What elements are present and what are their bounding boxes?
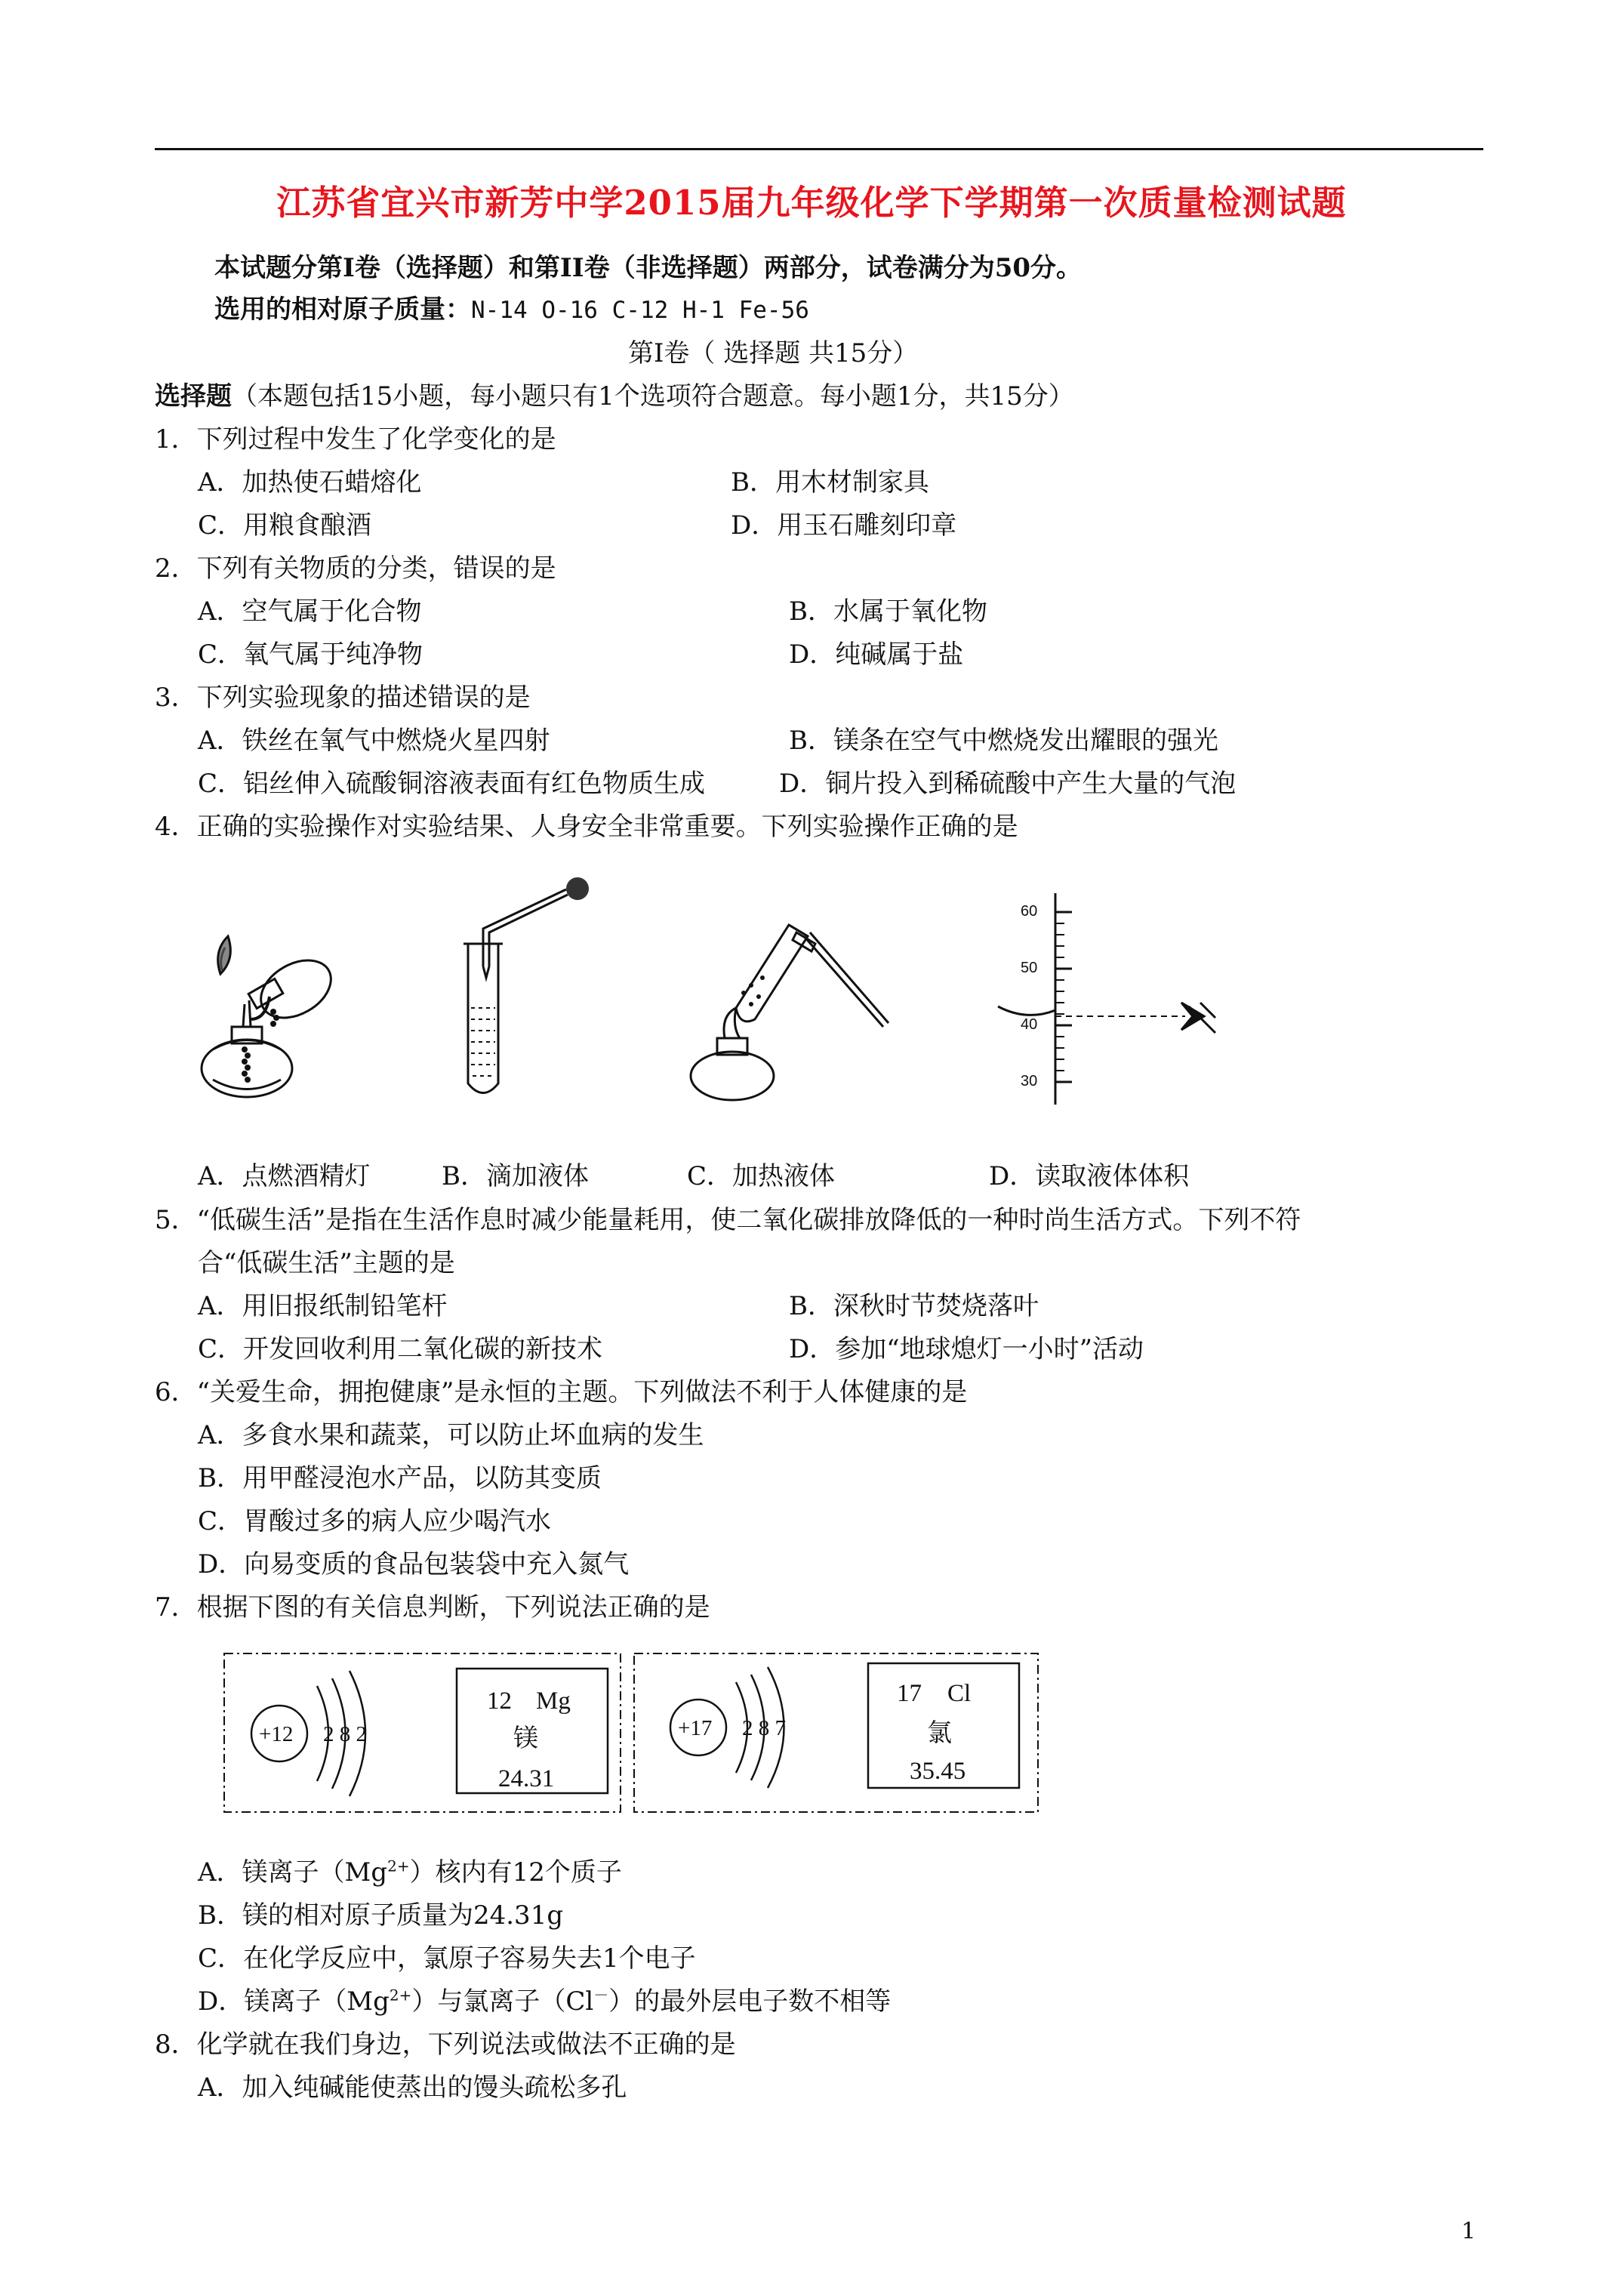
q6-option-b[interactable]: B．用甲醛浸泡水产品，以防其变质 xyxy=(198,1463,602,1493)
q4-option-d[interactable]: D．读取液体体积 xyxy=(989,1161,1190,1191)
q6-option-c[interactable]: C．胃酸过多的病人应少喝汽水 xyxy=(198,1506,552,1536)
figure-graduated-cylinder xyxy=(989,889,1268,1108)
mg-element-name: 镁 xyxy=(513,1723,538,1752)
question-1-stem: 1．下列过程中发生了化学变化的是 xyxy=(155,424,556,455)
section-title: 第Ⅰ卷（ 选择题 共15分） xyxy=(628,338,919,368)
q3-option-c[interactable]: C．铝丝伸入硫酸铜溶液表面有红色物质生成 xyxy=(198,769,706,799)
figure-dropper-test-tube xyxy=(453,876,589,1102)
question-2-stem: 2．下列有关物质的分类，错误的是 xyxy=(155,553,556,584)
q7-option-a-text-2: ）核内有12个质子 xyxy=(409,1857,622,1888)
cl-atomic-mass: 35.45 xyxy=(910,1758,966,1785)
page-title: 江苏省宜兴市新芳中学2015届九年级化学下学期第一次质量检测试题 xyxy=(276,183,1347,223)
mg-symbol: Mg xyxy=(536,1687,571,1715)
cylinder-tick-50: 50 xyxy=(1021,960,1038,976)
q7-option-d-text: D．镁离子（Mg xyxy=(198,1986,390,2017)
atomic-mass-values: N-14 O-16 C-12 H-1 Fe-56 xyxy=(471,297,809,324)
mg-atomic-number: 12 xyxy=(487,1687,512,1715)
q7-option-a[interactable] xyxy=(198,1857,622,1888)
instructions xyxy=(155,381,1074,411)
question-5-stem-cont: 合“低碳生活”主题的是 xyxy=(198,1248,455,1278)
mg-nucleus-charge: +12 xyxy=(259,1722,294,1746)
q2-option-c[interactable]: C．氧气属于纯净物 xyxy=(198,639,423,670)
cl-element-name: 氯 xyxy=(927,1718,952,1747)
q3-option-b[interactable]: B．镁条在空气中燃烧发出耀眼的强光 xyxy=(789,726,1218,756)
exam-intro: 本试题分第Ⅰ卷（选择题）和第II卷（非选择题）两部分，试卷满分为50分。 xyxy=(214,253,1083,283)
q4-option-a[interactable]: A．点燃酒精灯 xyxy=(198,1161,371,1191)
question-6-stem: 6．“关爱生命，拥抱健康”是永恒的主题。下列做法不利于人体健康的是 xyxy=(155,1377,968,1407)
page-number: 1 xyxy=(1461,2218,1476,2245)
q3-option-a[interactable]: A．铁丝在氧气中燃烧火星四射 xyxy=(198,726,550,756)
q2-option-a[interactable]: A．空气属于化合物 xyxy=(198,596,422,627)
q7-option-d-text-3: ）的最外层电子数不相等 xyxy=(608,1986,892,2017)
header-rule xyxy=(155,148,1483,150)
q5-option-a[interactable]: A．用旧报纸制铅笔杆 xyxy=(198,1291,448,1321)
mg-atomic-mass: 24.31 xyxy=(498,1765,555,1792)
instructions-text: （本题包括15小题，每小题只有1个选项符合题意。每小题1分，共15分） xyxy=(232,381,1074,411)
instructions-label: 选择题 xyxy=(155,381,232,411)
atomic-mass-line xyxy=(214,294,809,325)
mg-electron-shells: 2 8 2 xyxy=(323,1722,367,1746)
q4-option-b[interactable]: B．滴加液体 xyxy=(442,1161,589,1191)
atomic-mass-label: 选用的相对原子质量： xyxy=(214,294,471,325)
cl-electron-shells: 2 8 7 xyxy=(742,1716,786,1740)
cl-atomic-number: 17 xyxy=(897,1680,922,1707)
cl-symbol: Cl xyxy=(947,1680,972,1707)
figure-alcohol-lamp-lighting xyxy=(198,906,349,1110)
q7-option-a-text: A．镁离子（Mg xyxy=(198,1857,388,1888)
question-7-stem: 7．根据下图的有关信息判断，下列说法正确的是 xyxy=(155,1592,710,1623)
cl-nucleus-charge: +17 xyxy=(678,1716,713,1740)
q1-option-d[interactable]: D．用玉石雕刻印章 xyxy=(731,510,957,541)
question-3-stem: 3．下列实验现象的描述错误的是 xyxy=(155,683,531,713)
mg-ion-charge: 2+ xyxy=(387,1857,410,1875)
q4-option-c[interactable]: C．加热液体 xyxy=(687,1161,836,1191)
q6-option-d[interactable]: D．向易变质的食品包装袋中充入氮气 xyxy=(198,1549,630,1579)
figure-heating-liquid xyxy=(676,902,895,1106)
cylinder-tick-40: 40 xyxy=(1021,1016,1038,1033)
q7-option-c[interactable]: C．在化学反应中，氯原子容易失去1个电子 xyxy=(198,1943,696,1974)
q1-option-a[interactable]: A．加热使石蜡熔化 xyxy=(198,467,422,498)
q1-option-c[interactable]: C．用粮食酿酒 xyxy=(198,510,372,541)
q6-option-a[interactable]: A．多食水果和蔬菜，可以防止坏血病的发生 xyxy=(198,1420,704,1450)
cylinder-tick-60: 60 xyxy=(1021,903,1038,920)
cl-ion-charge: － xyxy=(593,1986,609,2005)
q7-option-d-text-2: ）与氯离子（Cl xyxy=(411,1986,594,2017)
figure-atom-info xyxy=(223,1652,1042,1814)
question-5-stem: 5．“低碳生活”是指在生活作息时减少能量耗用，使二氧化碳排放降低的一种时尚生活方式。下列不符 xyxy=(155,1205,1301,1235)
q7-option-d[interactable] xyxy=(198,1986,891,2017)
q5-option-b[interactable]: B．深秋时节焚烧落叶 xyxy=(789,1291,1039,1321)
q3-option-d[interactable]: D．铜片投入到稀硫酸中产生大量的气泡 xyxy=(779,769,1236,799)
q8-option-a[interactable]: A．加入纯碱能使蒸出的馒头疏松多孔 xyxy=(198,2073,627,2103)
mg-ion-charge-d: 2+ xyxy=(389,1986,412,2005)
cylinder-tick-30: 30 xyxy=(1021,1073,1038,1089)
q2-option-b[interactable]: B．水属于氧化物 xyxy=(789,596,987,627)
question-8-stem: 8．化学就在我们身边，下列说法或做法不正确的是 xyxy=(155,2029,736,2060)
q5-option-d[interactable]: D．参加“地球熄灯一小时”活动 xyxy=(789,1334,1144,1364)
q1-option-b[interactable]: B．用木材制家具 xyxy=(731,467,929,498)
q2-option-d[interactable]: D．纯碱属于盐 xyxy=(789,639,964,670)
question-4-stem: 4．正确的实验操作对实验结果、人身安全非常重要。下列实验操作正确的是 xyxy=(155,812,1018,842)
q5-option-c[interactable]: C．开发回收利用二氧化碳的新技术 xyxy=(198,1334,603,1364)
q7-option-b[interactable]: B．镁的相对原子质量为24.31g xyxy=(198,1900,564,1931)
